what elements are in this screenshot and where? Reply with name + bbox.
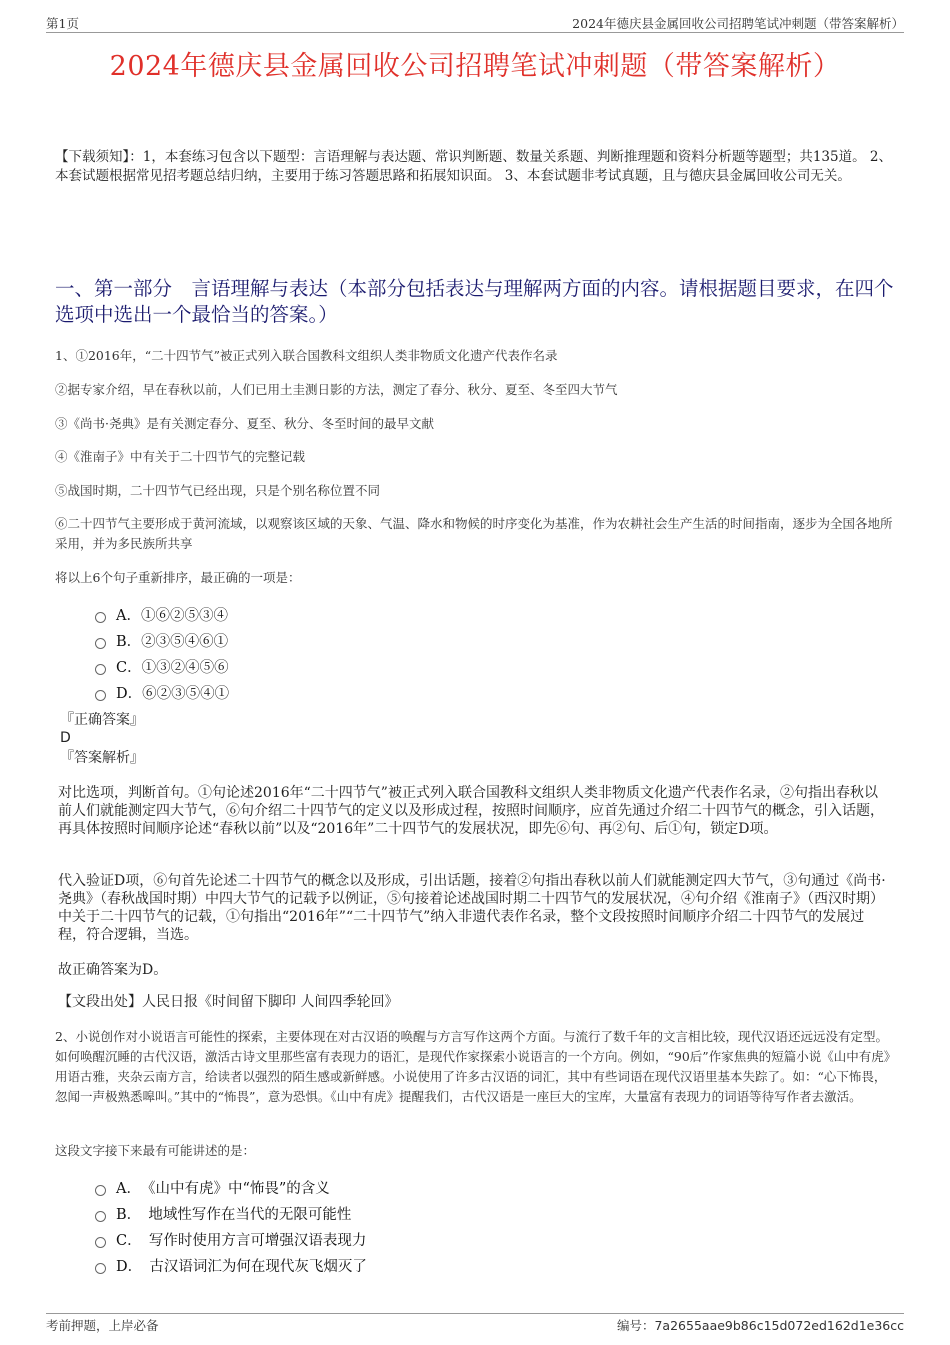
analysis-paragraph-2: 代入验证D项，⑥句首先论述二十四节气的概念以及形成，引出话题，接着②句指出春秋以前人们就能测定四大节气，③句通过《尚书·尧典》（春秋战国时期）中四大节气的记载予以例证，⑤句接着论述战国时期二十四节气的发展状况，④句介绍《淮南子》（西汉时期）中关于二十四节气的记载，①句指出“2016年”“二十四节气”纳入非遗代表作名录，整个文段按照时间顺序介绍二十四节气的发展过程，符合逻辑，当选。 (58, 873, 886, 943)
radio-icon[interactable] (95, 664, 106, 675)
q1-sentence-1: 1、①2016年，“二十四节气”被正式列入联合国教科文组织人类非物质文化遗产代表作名录 (55, 348, 558, 363)
page-header (46, 14, 904, 33)
radio-icon[interactable] (95, 1185, 106, 1196)
q1-option-d[interactable]: D．⑥②③⑤④① (95, 679, 595, 705)
q1-sentence-4: ④《淮南子》中有关于二十四节气的完整记载 (55, 449, 306, 464)
q1-sentence-5: ⑤战国时期，二十四节气已经出现，只是个别名称位置不同 (55, 483, 381, 498)
answer-value: D (60, 730, 71, 746)
analysis-conclusion: 故正确答案为D。 (58, 962, 168, 978)
radio-icon[interactable] (95, 1263, 106, 1274)
radio-icon[interactable] (95, 612, 106, 623)
q1-option-a[interactable]: A．①⑥②⑤③④ (95, 601, 595, 627)
q2-option-d[interactable]: D． 古汉语词汇为何在现代灰飞烟灭了 (95, 1252, 695, 1278)
q1-option-b[interactable]: B．②③⑤④⑥① (95, 627, 595, 653)
q2-prompt: 这段文字接下来最有可能讲述的是： (55, 1143, 256, 1158)
footer-doc-id: 编号：7a2655aae9b86c15d072ed162d1e36cc (616, 1318, 904, 1333)
page-number: 第1页 (46, 16, 79, 31)
radio-icon[interactable] (95, 1237, 106, 1248)
footer-slogan: 考前押题，上岸必备 (46, 1318, 159, 1333)
section-heading: 一、第一部分 言语理解与表达（本部分包括表达与理解两方面的内容。请根据题目要求，在四个选项中选出一个最恰当的答案。） (55, 277, 894, 326)
q2-option-b[interactable]: B． 地域性写作在当代的无限可能性 (95, 1200, 695, 1226)
q1-prompt: 将以上6个句子重新排序，最正确的一项是： (55, 570, 301, 585)
answer-label: 『正确答案』 (60, 712, 144, 728)
radio-icon[interactable] (95, 1211, 106, 1222)
document-title: 2024年德庆县金属回收公司招聘笔试冲刺题（带答案解析） (109, 51, 841, 82)
q1-sentence-2: ②据专家介绍，早在春秋以前，人们已用土圭测日影的方法，测定了春分、秋分、夏至、冬至四大节气 (55, 382, 618, 397)
q2-option-c[interactable]: C． 写作时使用方言可增强汉语表现力 (95, 1226, 695, 1252)
analysis-paragraph-1: 对比选项，判断首句。①句论述2016年“二十四节气”被正式列入联合国教科文组织人类非物质文化遗产代表作名录，②句指出春秋以前人们就能测定四大节气，⑥句介绍二十四节气的定义以及形成过程，按照时间顺序，应首先通过介绍二十四节气的概念，引入话题，再具体按照时间顺序论述“春秋以前”以及“2016年”二十四节气的发展状况，即先⑥句、再②句、后①句，锁定D项。 (58, 785, 884, 837)
q1-option-c[interactable]: C．①③②④⑤⑥ (95, 653, 595, 679)
q1-options (95, 601, 595, 705)
q2-text: 2、小说创作对小说语言可能性的探索，主要体现在对古汉语的唤醒与方言写作这两个方面。与流行了数千年的文言相比较，现代汉语还远远没有定型。如何唤醒沉睡的古代汉语，激活古诗文里那些富有表现力的语汇，是现代作家探索小说语言的一个方向。例如，“90后”作家焦典的短篇小说《山中有虎》用语古雅，夹杂云南方言，给读者以强烈的陌生感或新鲜感。小说使用了许多古汉语的词汇，其中有些词语在现代汉语里基本失踪了。如：“心下怖畏，忽闻一声极熟悉嗥叫。”其中的“怖畏”，意为恐惧。《山中有虎》提醒我们，古代汉语是一座巨大的宝库，大量富有表现力的词语等待写作者去激活。 (55, 1029, 890, 1104)
radio-icon[interactable] (95, 638, 106, 649)
download-notice: 【下载须知】：1，本套练习包含以下题型：言语理解与表达题、常识判断题、数量关系题、判断推理题和资料分析题等题型；共135道。 2、本套试题根据常见招考题总结归纳，主要用于练习答题思路和拓展知识面。 3、本套试题非考试真题，且与德庆县金属回收公司无关。 (55, 149, 892, 184)
analysis-label: 『答案解析』 (60, 750, 144, 766)
header-doc-title: 2024年德庆县金属回收公司招聘笔试冲刺题（带答案解析） (572, 16, 904, 31)
radio-icon[interactable] (95, 690, 106, 701)
q2-option-a[interactable]: A． 《山中有虎》中“怖畏”的含义 (95, 1174, 695, 1200)
source-citation: 【文段出处】人民日报《时间留下脚印 人间四季轮回》 (58, 994, 399, 1010)
q2-options (95, 1174, 695, 1278)
q1-sentence-3: ③《尚书·尧典》是有关测定春分、夏至、秋分、冬至时间的最早文献 (55, 416, 434, 431)
q1-sentence-6: ⑥二十四节气主要形成于黄河流域，以观察该区域的天象、气温、降水和物候的时序变化为基准，作为农耕社会生产生活的时间指南，逐步为全国各地所采用，并为多民族所共享 (55, 516, 893, 551)
page-footer (46, 1313, 904, 1334)
